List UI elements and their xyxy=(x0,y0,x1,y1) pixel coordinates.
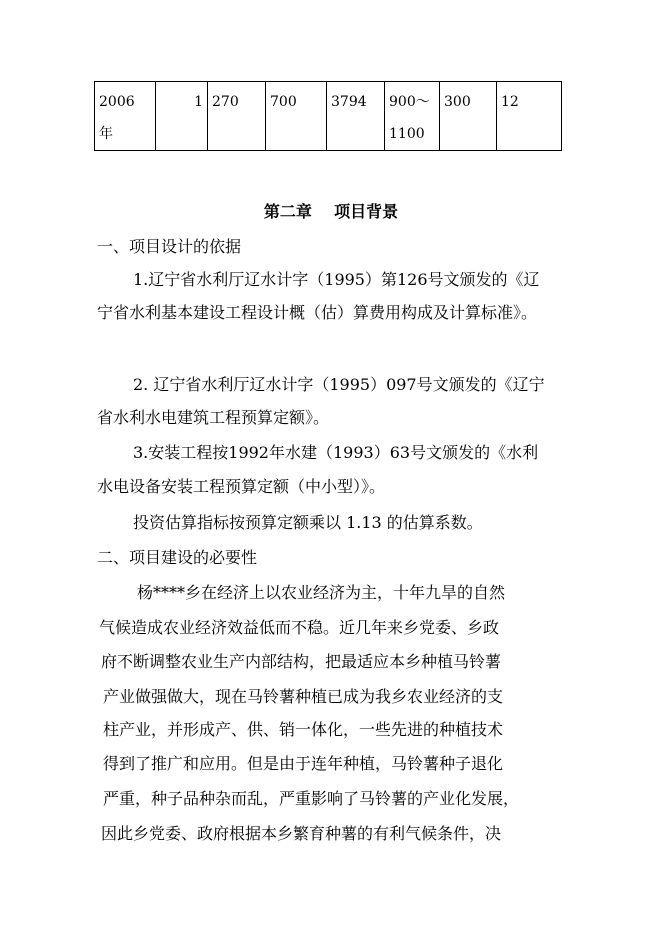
paragraph-line: 气候造成农业经济效益低而不稳。近几年来乡党委、乡政 xyxy=(99,618,500,637)
table-cell-range xyxy=(385,82,440,151)
basis-note: 投资估算指标按预算定额乘以 1.13 的估算系数。 xyxy=(133,513,483,532)
basis-item-1-line-1: 1.辽宁省水利厅辽水计字（1995）第126号文颁发的《辽 xyxy=(133,270,540,289)
table-cell-count: 1 xyxy=(156,82,208,151)
paragraph-line: 因此乡党委、政府根据本乡繁育种薯的有利气候条件，决 xyxy=(101,824,502,843)
basis-item-2-line-1: 2. 辽宁省水利厅辽水计字（1995）097号文颁发的《辽宁 xyxy=(133,375,545,394)
range-line-1: 900～ xyxy=(389,94,430,110)
table-cell-v4: 300 xyxy=(440,82,497,151)
table-row xyxy=(95,82,562,151)
basis-item-3-line-2: 水电设备安装工程预算定额（中小型）》。 xyxy=(97,477,386,496)
paragraph-line: 得到了推广和应用。但是由于连年种植，马铃薯种子退化 xyxy=(103,754,504,773)
paragraph-line: 柱产业，并形成产、供、销一体化，一些先进的种植技术 xyxy=(103,720,504,739)
data-table xyxy=(94,81,562,151)
basis-item-3-line-1: 3.安装工程按1992年水建（1993）63号文颁发的《水利 xyxy=(133,443,539,462)
paragraph-line: 杨****乡在经济上以农业经济为主，十年九旱的自然 xyxy=(137,583,506,602)
paragraph-line: 产业做强做大，现在马铃薯种植已成为我乡农业经济的支 xyxy=(103,687,504,706)
basis-item-2-line-2: 省水利水电建筑工程预算定额》。 xyxy=(97,408,330,427)
table-cell-v2: 700 xyxy=(266,82,327,151)
year-line-2: 年 xyxy=(99,126,113,142)
section-heading-necessity: 二、项目建设的必要性 xyxy=(97,548,258,567)
chapter-title: 第二章 项目背景 xyxy=(263,202,399,221)
table-cell-v5: 12 xyxy=(497,82,562,151)
paragraph-line: 严重，种子品种杂而乱，严重影响了马铃薯的产业化发展， xyxy=(103,789,520,808)
paragraph-line: 府不断调整农业生产内部结构，把最适应本乡种植马铃薯 xyxy=(101,652,502,671)
table-cell-year xyxy=(95,82,156,151)
basis-item-1-line-2: 宁省水利基本建设工程设计概（估）算费用构成及计算标准》。 xyxy=(97,303,538,322)
section-heading-basis: 一、项目设计的依据 xyxy=(97,237,242,256)
year-line-1: 2006 xyxy=(99,94,135,110)
range-line-2: 1100 xyxy=(389,126,425,142)
table-cell-v3: 3794 xyxy=(327,82,385,151)
table-cell-v1: 270 xyxy=(208,82,266,151)
